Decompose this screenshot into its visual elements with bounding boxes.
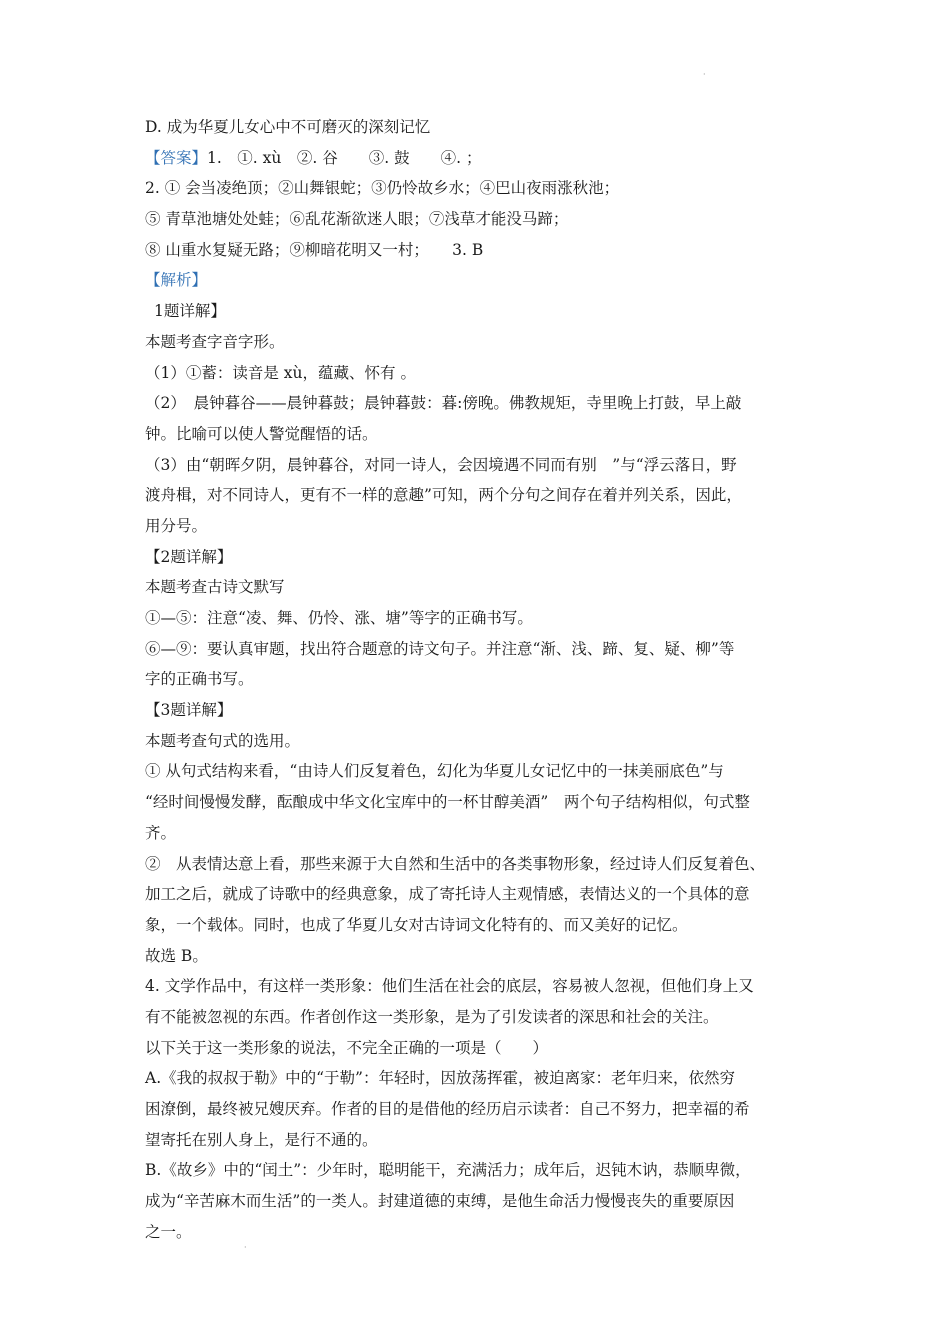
text-line: 故选 B。 xyxy=(145,946,208,965)
question-text: 4. 文学作品中，有这样一类形象：他们生活在社会的底层，容易被人忽视，但他们身上又 xyxy=(145,977,754,996)
text-line: 本题考查字音字形。 xyxy=(145,332,285,351)
text-line: ⑤ 青草池塘处处蛙；⑥乱花渐欲迷人眼；⑦浅草才能没马蹄； xyxy=(145,210,569,229)
text-line: ② 从表情达意上看，那些来源于大自然和生活中的各类事物形象，经过诗人们反复着色、 xyxy=(145,854,766,873)
question-text: 以下关于这一类形象的说法，不完全正确的一项是（ ） xyxy=(145,1038,549,1057)
text-line: ①—⑤：注意“凌、舞、仍怜、涨、塘”等字的正确书写。 xyxy=(145,609,533,627)
section-heading: 【3题详解】 xyxy=(145,701,233,720)
analysis-line xyxy=(145,265,815,296)
text-line: “经时间慢慢发酵，酝酿成中华文化宝库中的一杯甘醇美酒” 两个句子结构相似，句式整 xyxy=(145,793,750,812)
option-a: 望寄托在别人身上，是行不通的。 xyxy=(145,1130,378,1149)
option-a: 困潦倒，最终被兄嫂厌弃。作者的目的是借他的经历启示读者：自己不努力，把幸福的希 xyxy=(145,1100,750,1118)
footer-mark: · xyxy=(244,1243,247,1252)
answer-text: 1. ①. xù ②. 谷 ③. 鼓 ④. ； xyxy=(207,148,482,167)
text-line: 2. ① 会当凌绝顶；②山舞银蛇；③仍怜故乡水；④巴山夜雨涨秋池； xyxy=(145,179,620,198)
text-line: ① 从句式结构来看，“由诗人们反复着色，幻化为华夏儿女记忆中的一抹美丽底色”与 xyxy=(145,762,724,781)
analysis-tag: 【解析】 xyxy=(145,271,208,290)
text-line xyxy=(145,296,815,327)
text-line: D. 成为华夏儿女心中不可磨灭的深刻记忆 xyxy=(145,118,431,136)
answer-tag: 【答案】 xyxy=(145,148,208,167)
text-line: 齐。 xyxy=(145,823,177,842)
text-line: 字的正确书写。 xyxy=(145,670,254,689)
section-heading: 【2题详解】 xyxy=(145,547,233,566)
option-b: 之一。 xyxy=(145,1222,192,1241)
text-line: 用分号。 xyxy=(145,516,208,535)
text-line: 钟。比喻可以使人警觉醒悟的话。 xyxy=(145,424,378,443)
text-line: 渡舟楫，对不同诗人，更有不一样的意趣”可知，两个分句之间存在着并列关系，因此， xyxy=(145,486,742,505)
text-line: 象，一个载体。同时，也成了华夏儿女对古诗词文化特有的、而又美好的记忆。 xyxy=(145,915,688,934)
text-line: 本题考查句式的选用。 xyxy=(145,731,301,750)
option-b: 成为“辛苦麻木而生活”的一类人。封建道德的束缚，是他生命活力慢慢丧失的重要原因 xyxy=(145,1192,735,1211)
text-line: ⑧ 山重水复疑无路；⑨柳暗花明又一村； 3. B xyxy=(145,240,484,259)
option-a: A.《我的叔叔于勒》中的“于勒”：年轻时，因放荡挥霍，被迫离家：老年归来，依然穷 xyxy=(145,1069,735,1088)
text-line: （2） 晨钟暮谷——晨钟暮鼓；晨钟暮鼓：暮:傍晚。佛教规矩，寺里晚上打鼓，早上敲 xyxy=(145,394,742,413)
text-line: 加工之后，就成了诗歌中的经典意象，成了寄托诗人主观情感，表情达义的一个具体的意 xyxy=(145,885,750,904)
answer-line xyxy=(145,143,815,174)
text-line: ⑥—⑨：要认真审题，找出符合题意的诗文句子。并注意“渐、浅、蹄、复、疑、柳”等 xyxy=(145,639,735,658)
text-line: 本题考查古诗文默写 xyxy=(145,578,285,597)
option-b: B.《故乡》中的“闰土”：少年时，聪明能干，充满活力；成年后，迟钝木讷，恭顺卑微， xyxy=(145,1161,751,1180)
document-body xyxy=(145,112,815,1247)
question-text: 有不能被忽视的东西。作者创作这一类形象，是为了引发读者的深思和社会的关注。 xyxy=(145,1007,719,1026)
section-heading: 1题详解】 xyxy=(154,302,226,321)
text-line: （1）①蓄：读音是 xù，蕴藏、怀有 。 xyxy=(145,363,416,382)
header-mark: · xyxy=(703,70,706,79)
text-line: （3）由“朝晖夕阴，晨钟暮谷，对同一诗人，会因境遇不同而有别 ”与“浮云落日，野 xyxy=(145,455,737,474)
